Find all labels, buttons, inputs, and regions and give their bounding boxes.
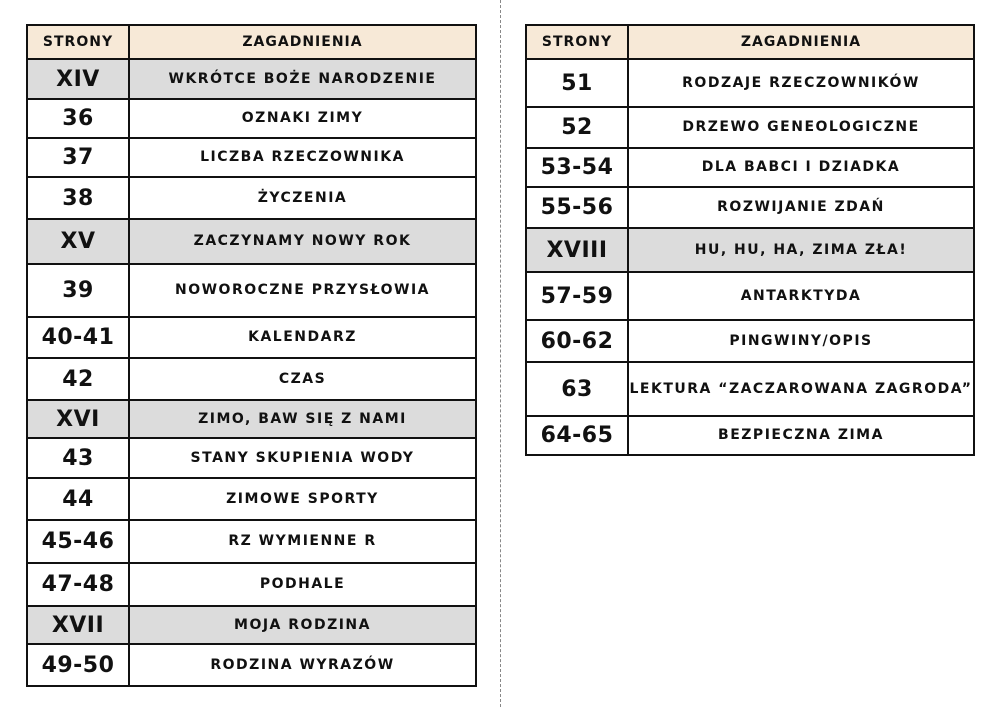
pages-cell: 49-50: [27, 644, 129, 686]
table-row: [27, 644, 476, 686]
table-row: [526, 107, 974, 148]
pages-cell: 53-54: [526, 148, 628, 187]
table-row: [27, 358, 476, 400]
table-row: [27, 99, 476, 138]
pages-cell: XVI: [27, 400, 129, 438]
topic-cell: DLA BABCI I DZIADKA: [628, 148, 974, 187]
section-row: [27, 219, 476, 264]
table-row: [27, 520, 476, 563]
topic-cell: STANY SKUPIENIA WODY: [129, 438, 476, 478]
pages-cell: XVII: [27, 606, 129, 644]
topic-cell: ŻYCZENIA: [129, 177, 476, 219]
table-row: [27, 138, 476, 177]
header-topic: ZAGADNIENIA: [628, 25, 974, 59]
table-row: [526, 187, 974, 228]
topic-cell: KALENDARZ: [129, 317, 476, 358]
table-row: [526, 416, 974, 455]
table-row: [526, 272, 974, 320]
pages-cell: 64-65: [526, 416, 628, 455]
topic-cell: BEZPIECZNA ZIMA: [628, 416, 974, 455]
topic-cell: ROZWIJANIE ZDAŃ: [628, 187, 974, 228]
pages-cell: XIV: [27, 59, 129, 99]
table-row: [27, 563, 476, 606]
pages-cell: 63: [526, 362, 628, 416]
topic-cell: MOJA RODZINA: [129, 606, 476, 644]
table-row: [526, 148, 974, 187]
topic-cell: ANTARKTYDA: [628, 272, 974, 320]
table-row: [526, 59, 974, 107]
pages-cell: 60-62: [526, 320, 628, 362]
contents-table-right: [525, 24, 975, 456]
topic-cell: ZIMOWE SPORTY: [129, 478, 476, 520]
table-row: [27, 317, 476, 358]
pages-cell: 42: [27, 358, 129, 400]
topic-cell: NOWOROCZNE PRZYSŁOWIA: [129, 264, 476, 317]
table-row: [27, 478, 476, 520]
pages-cell: 36: [27, 99, 129, 138]
section-row: [27, 400, 476, 438]
topic-cell: ZIMO, BAW SIĘ Z NAMI: [129, 400, 476, 438]
table-row: [27, 177, 476, 219]
pages-cell: XVIII: [526, 228, 628, 272]
cut-line: [500, 0, 501, 707]
topic-cell: LEKTURA “ZACZAROWANA ZAGRODA”: [628, 362, 974, 416]
topic-cell: OZNAKI ZIMY: [129, 99, 476, 138]
topic-cell: RODZINA WYRAZÓW: [129, 644, 476, 686]
topic-cell: LICZBA RZECZOWNIKA: [129, 138, 476, 177]
header-row: [27, 25, 476, 59]
pages-cell: 43: [27, 438, 129, 478]
pages-cell: 38: [27, 177, 129, 219]
pages-cell: 45-46: [27, 520, 129, 563]
pages-cell: 57-59: [526, 272, 628, 320]
pages-cell: 40-41: [27, 317, 129, 358]
header-pages: STRONY: [27, 25, 129, 59]
header-topic: ZAGADNIENIA: [129, 25, 476, 59]
pages-cell: 44: [27, 478, 129, 520]
pages-cell: 47-48: [27, 563, 129, 606]
pages-cell: XV: [27, 219, 129, 264]
pages-cell: 52: [526, 107, 628, 148]
section-row: [27, 59, 476, 99]
topic-cell: WKRÓTCE BOŻE NARODZENIE: [129, 59, 476, 99]
section-row: [526, 228, 974, 272]
table-row: [27, 264, 476, 317]
pages-cell: 39: [27, 264, 129, 317]
header-pages: STRONY: [526, 25, 628, 59]
table-row: [27, 438, 476, 478]
topic-cell: DRZEWO GENEOLOGICZNE: [628, 107, 974, 148]
section-row: [27, 606, 476, 644]
topic-cell: PINGWINY/OPIS: [628, 320, 974, 362]
header-row: [526, 25, 974, 59]
table-row: [526, 320, 974, 362]
topic-cell: ZACZYNAMY NOWY ROK: [129, 219, 476, 264]
topic-cell: RODZAJE RZECZOWNIKÓW: [628, 59, 974, 107]
topic-cell: CZAS: [129, 358, 476, 400]
pages-cell: 51: [526, 59, 628, 107]
table-row: [526, 362, 974, 416]
topic-cell: RZ WYMIENNE R: [129, 520, 476, 563]
contents-table-left: [26, 24, 477, 687]
pages-cell: 37: [27, 138, 129, 177]
topic-cell: HU, HU, HA, ZIMA ZŁA!: [628, 228, 974, 272]
pages-cell: 55-56: [526, 187, 628, 228]
topic-cell: PODHALE: [129, 563, 476, 606]
